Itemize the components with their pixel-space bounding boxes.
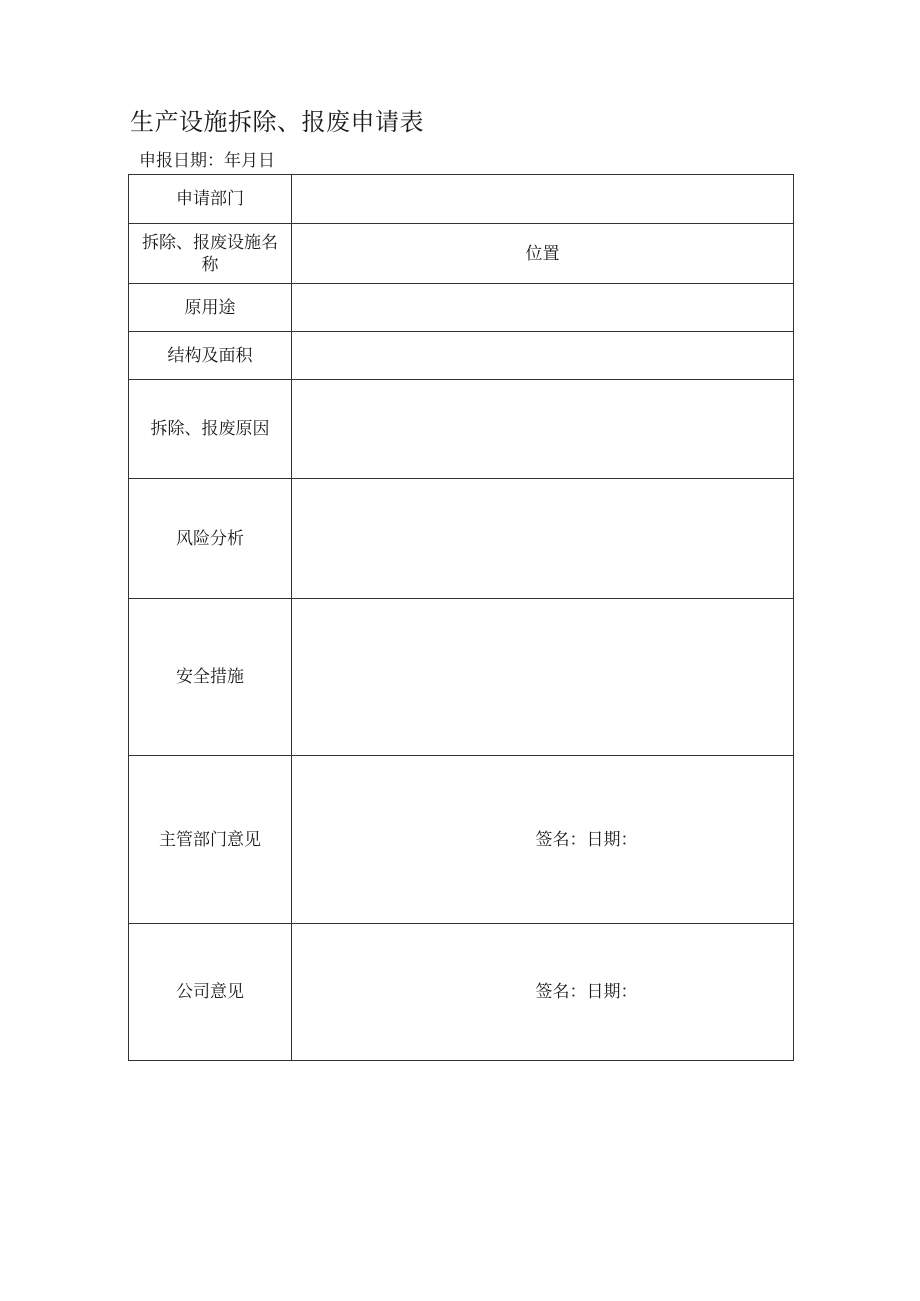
- label-original-use: 原用途: [129, 284, 292, 332]
- row-risk-analysis: [129, 479, 794, 599]
- label-dept-opinion: 主管部门意见: [129, 756, 292, 924]
- report-date-line: 申报日期：年月日: [139, 151, 275, 171]
- field-dept-opinion[interactable]: [292, 756, 794, 924]
- row-facility-name: [129, 224, 794, 284]
- row-structure-area: [129, 332, 794, 380]
- label-safety-measures: 安全措施: [129, 599, 292, 756]
- label-facility-name: 拆除、报废设施名称: [129, 224, 292, 284]
- label-risk-analysis: 风险分析: [129, 479, 292, 599]
- field-applying-department[interactable]: [292, 175, 794, 224]
- label-company-opinion: 公司意见: [129, 924, 292, 1061]
- dept-signature-date: 签名：日期：: [535, 829, 638, 850]
- field-demolition-reason[interactable]: [292, 380, 794, 479]
- field-original-use[interactable]: [292, 284, 794, 332]
- row-original-use: [129, 284, 794, 332]
- field-structure-area[interactable]: [292, 332, 794, 380]
- row-dept-opinion: [129, 756, 794, 924]
- label-demolition-reason: 拆除、报废原因: [129, 380, 292, 479]
- form-title: 生产设施拆除、报废申请表: [130, 108, 424, 136]
- row-safety-measures: [129, 599, 794, 756]
- field-company-opinion[interactable]: [292, 924, 794, 1061]
- label-structure-area: 结构及面积: [129, 332, 292, 380]
- application-form-table: [128, 174, 794, 1061]
- row-applying-department: [129, 175, 794, 224]
- field-location[interactable]: 位置: [292, 224, 794, 284]
- company-signature-date: 签名：日期：: [535, 982, 638, 1002]
- row-demolition-reason: [129, 380, 794, 479]
- field-risk-analysis[interactable]: [292, 479, 794, 599]
- field-safety-measures[interactable]: [292, 599, 794, 756]
- label-applying-department: 申请部门: [129, 175, 292, 224]
- row-company-opinion: [129, 924, 794, 1061]
